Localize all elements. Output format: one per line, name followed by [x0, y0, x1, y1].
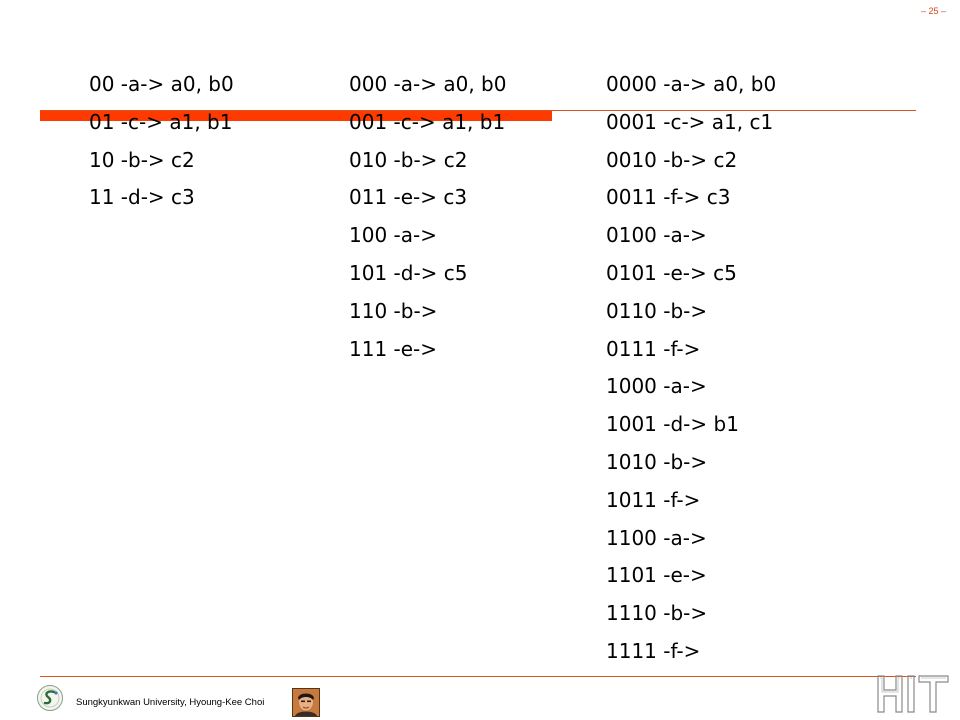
- transition-item: 111 -e->: [349, 336, 438, 361]
- transition-item: 0101 -e-> c5: [606, 260, 737, 285]
- transition-item: 0100 -a->: [606, 223, 707, 248]
- transition-item: 001 -c-> a1, b1: [349, 109, 506, 134]
- transition-item: 000 -a-> a0, b0: [349, 72, 507, 96]
- transition-column-3bit: [349, 66, 506, 368]
- transition-item: 101 -d-> c5: [349, 260, 468, 285]
- transition-item: 0110 -b->: [606, 298, 708, 323]
- author-photo-icon: [292, 688, 320, 717]
- transition-item: 0111 -f->: [606, 336, 701, 361]
- transition-item: 1000 -a->: [606, 374, 707, 399]
- footer-rule-line: [40, 676, 916, 677]
- transition-item: 1011 -f->: [606, 487, 701, 512]
- transition-item: 1111 -f->: [606, 638, 701, 663]
- transition-item: 10 -b-> c2: [89, 147, 195, 172]
- transition-item: 1010 -b->: [606, 449, 708, 474]
- transition-item: 010 -b-> c2: [349, 147, 468, 172]
- transition-item: 1001 -d-> b1: [606, 412, 739, 437]
- transition-item: 011 -e-> c3: [349, 185, 468, 210]
- transition-item: 0001 -c-> a1, c1: [606, 109, 774, 134]
- transition-item: 0010 -b-> c2: [606, 147, 738, 172]
- transition-item: 1110 -b->: [606, 601, 708, 626]
- transition-item: 00 -a-> a0, b0: [89, 72, 234, 96]
- footer-credit: Sungkyunkwan University, Hyoung-Kee Choi: [76, 697, 265, 708]
- transition-item: 1100 -a->: [606, 525, 707, 550]
- transition-item: 110 -b->: [349, 298, 438, 323]
- transition-item: 0011 -f-> c3: [606, 185, 731, 210]
- transition-item: 1101 -e->: [606, 563, 707, 588]
- university-seal-icon: [36, 684, 64, 712]
- transition-column-2bit: [89, 66, 234, 217]
- transition-item: 0000 -a-> a0, b0: [606, 72, 777, 96]
- page-number: – 25 –: [920, 6, 946, 16]
- transition-item: 11 -d-> c3: [89, 185, 195, 210]
- transition-item: 100 -a->: [349, 223, 437, 248]
- hit-logo: [874, 672, 952, 716]
- transition-column-4bit: [606, 66, 776, 671]
- transition-item: 01 -c-> a1, b1: [89, 109, 233, 134]
